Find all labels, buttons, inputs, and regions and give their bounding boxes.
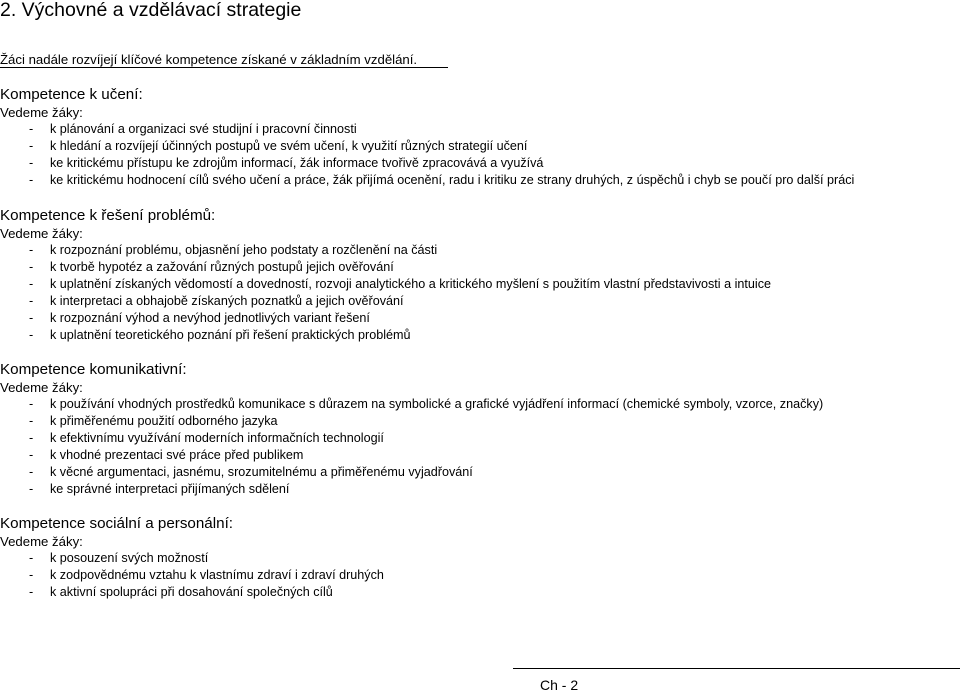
list-dash: - [29,482,34,497]
list-item-text: ke kritickému přístupu ke zdrojům informací, žák informace tvořivě zpracovává a využívá [50,156,544,171]
list-item [0,567,960,584]
list-item-text: k věcné argumentaci, jasnému, srozumitelnému a přiměřenému vyjadřování [50,465,473,480]
list-dash: - [29,156,34,171]
list-item-text: k vhodné prezentaci své práce před publikem [50,448,304,463]
section-problem-solving [0,206,960,345]
list-item [0,413,960,430]
list-item [0,138,960,155]
section-communication [0,360,960,499]
list-dash: - [29,139,34,154]
section-lead: Vedeme žáky: [0,534,83,549]
list-item-text: k přiměřenému použití odborného jazyka [50,414,278,429]
list-item [0,293,960,310]
section-title: Kompetence k řešení problémů: [0,207,216,224]
list-dash: - [29,277,34,292]
list-item-text: k zodpovědnému vztahu k vlastnímu zdraví i zdraví druhých [50,568,384,583]
list-item-text: k tvorbě hypotéz a zažování různých postupů jejich ověřování [50,260,394,275]
list-item [0,447,960,464]
list-item-text: k uplatnění teoretického poznání při řešení praktických problémů [50,328,411,343]
list-item-text: k hledání a rozvíjejí účinných postupů ve svém učení, k využití různých strategií učení [50,139,528,154]
list-item [0,430,960,447]
list-dash: - [29,448,34,463]
list-dash: - [29,414,34,429]
list-item [0,242,960,259]
list-item-text: k rozpoznání problému, objasnění jeho podstaty a rozčlenění na části [50,243,438,257]
list-item-text: k efektivnímu využívání moderních informačních technologií [50,431,384,446]
competence-list [0,242,960,345]
list-item-text: k používání vhodných prostředků komunikace s důrazem na symbolické a grafické vyjádření informací (chemické symboly, vzorce, značky) [50,397,824,411]
list-dash: - [29,431,34,446]
list-item-text: k plánování a organizaci své studijní i pracovní činnosti [50,122,357,136]
footer-rule [513,668,960,669]
list-item [0,584,960,601]
list-dash: - [29,311,34,326]
list-dash: - [29,465,34,480]
list-item [0,172,960,189]
list-item-text: k rozpoznání výhod a nevýhod jednotlivých variant řešení [50,311,370,326]
page-title: 2. Výchovné a vzdělávací strategie [0,0,302,21]
list-item [0,276,960,293]
list-dash: - [29,243,34,257]
list-item [0,121,960,138]
list-item [0,481,960,498]
competence-list [0,121,960,189]
list-item-text: k aktivní spolupráci při dosahování společných cílů [50,585,333,600]
section-lead: Vedeme žáky: [0,105,83,120]
list-dash: - [29,260,34,275]
competence-list [0,396,960,499]
list-item-text: k uplatnění získaných vědomostí a dovedností, rozvoji analytického a kritického myšlení s použitím vlastní představivosti a intuice [50,277,771,292]
section-title: Kompetence sociální a personální: [0,515,234,532]
list-dash: - [29,397,34,411]
list-item [0,310,960,327]
section-social-personal [0,514,960,601]
section-title: Kompetence komunikativní: [0,361,187,378]
page-number: Ch - 2 [540,677,579,693]
list-dash: - [29,551,34,565]
list-item [0,327,960,344]
intro-text: Žáci nadále rozvíjejí klíčové kompetence získané v základním vzdělání. [0,52,418,67]
section-title: Kompetence k učení: [0,86,143,103]
list-dash: - [29,585,34,600]
list-item [0,155,960,172]
competence-list [0,550,960,601]
intro-underline [0,67,448,68]
list-item [0,550,960,567]
list-item [0,396,960,413]
section-learning [0,85,960,189]
list-dash: - [29,328,34,343]
list-item [0,259,960,276]
list-dash: - [29,294,34,309]
list-item-text: ke kritickému hodnocení cílů svého učení a práce, žák přijímá ocenění, radu i kritiku ze strany druhých, z úspěchů i chyb se poučí pro další práci [50,173,855,188]
list-item-text: k posouzení svých možností [50,551,209,565]
list-item [0,464,960,481]
section-lead: Vedeme žáky: [0,380,83,395]
list-dash: - [29,568,34,583]
list-item-text: ke správné interpretaci přijímaných sdělení [50,482,290,497]
list-dash: - [29,173,34,188]
list-dash: - [29,122,34,136]
list-item-text: k interpretaci a obhajobě získaných poznatků a jejich ověřování [50,294,404,309]
section-lead: Vedeme žáky: [0,226,83,241]
